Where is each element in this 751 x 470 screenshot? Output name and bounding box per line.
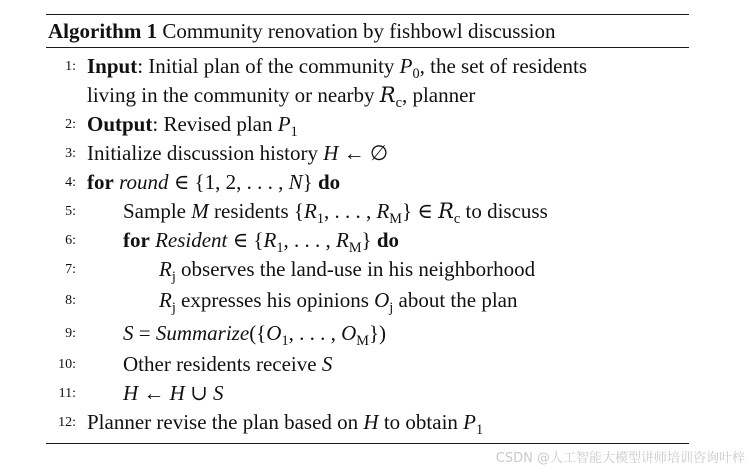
bottom-rule — [46, 443, 689, 444]
math-segment: S — [321, 352, 333, 376]
math-segment: O — [266, 321, 282, 345]
keyword: Input — [87, 54, 138, 78]
math-segment: O — [341, 321, 357, 345]
algo-line-1 — [46, 52, 689, 81]
text-segment: ∈ { — [227, 228, 264, 252]
math-segment: H — [323, 141, 339, 165]
line-text — [87, 408, 689, 437]
algo-line-3 — [46, 139, 689, 168]
text-segment: ({ — [249, 321, 267, 345]
algo-line-6 — [46, 226, 689, 255]
watermark-text: CSDN @人工智能大模型讲师培训咨询叶梓 — [495, 451, 745, 466]
math-segment: 1 — [476, 422, 484, 439]
keyword: for — [87, 170, 114, 194]
line-number: 2: — [65, 117, 76, 132]
text-segment: , the set of residents — [419, 54, 587, 78]
text-segment: to obtain — [378, 410, 464, 434]
text-segment: } ∈ — [401, 199, 439, 223]
text-segment: living in the community or nearby — [87, 83, 380, 107]
math-segment: Resident — [155, 228, 228, 252]
algorithm-body — [46, 48, 689, 437]
math-segment: H — [363, 410, 379, 434]
math-segment: M — [389, 211, 402, 228]
line-text — [87, 255, 689, 284]
math-segment: R — [263, 228, 277, 252]
text-segment: ∈ {1, 2, . . . , — [168, 170, 289, 194]
math-segment: P — [399, 54, 413, 78]
math-segment: j — [171, 300, 176, 317]
line-text — [87, 317, 689, 350]
line-text — [87, 350, 689, 379]
math-segment: 1 — [276, 240, 284, 257]
keyword: do — [376, 228, 400, 252]
line-text — [87, 379, 689, 408]
algo-line-11 — [46, 379, 689, 408]
line-number: 1: — [65, 59, 76, 74]
math-segment: R — [159, 257, 172, 281]
text-segment: residents { — [208, 199, 304, 223]
math-segment: M — [348, 240, 362, 257]
text-segment: , . . . , — [288, 321, 342, 345]
text-segment: = — [133, 321, 156, 345]
math-segment: 0 — [412, 66, 420, 83]
algorithm-block — [46, 14, 689, 444]
line-number: 7: — [65, 262, 76, 277]
algo-line-8 — [46, 284, 689, 317]
line-number: 10: — [58, 357, 76, 372]
text-segment: } — [361, 228, 377, 252]
text-segment: , planner — [401, 83, 476, 107]
line-text — [87, 81, 689, 110]
algorithm-caption — [46, 15, 689, 47]
line-number: 5: — [65, 204, 76, 219]
keyword: Output — [87, 112, 153, 136]
line-text — [87, 284, 689, 317]
text-segment: Planner revise the plan based on — [87, 410, 364, 434]
algo-line-4 — [46, 168, 689, 197]
math-segment: M — [191, 199, 209, 223]
math-segment: j — [389, 300, 394, 317]
keyword: for — [123, 228, 150, 252]
math-segment: N — [288, 170, 303, 194]
algo-line-7 — [46, 255, 689, 284]
math-segment: P — [277, 112, 291, 136]
text-segment: Other residents receive — [123, 352, 322, 376]
math-segment: H — [169, 381, 185, 405]
algorithm-title: Community renovation by fishbowl discussion — [162, 19, 556, 43]
math-segment: R — [376, 199, 390, 223]
math-segment: M — [356, 333, 369, 350]
text-segment: : Revised plan — [152, 112, 278, 136]
line-number: 4: — [65, 175, 76, 190]
line-text — [87, 110, 689, 139]
math-segment: c — [395, 95, 402, 112]
math-segment: S — [123, 321, 134, 345]
text-segment: , . . . , — [283, 228, 336, 252]
text-segment: , . . . , — [323, 199, 377, 223]
math-segment: c — [453, 211, 461, 228]
math-segment: round — [119, 170, 169, 194]
math-segment: 1 — [281, 333, 289, 350]
math-segment: R — [159, 288, 172, 312]
text-segment: to discuss — [460, 199, 548, 223]
text-segment: : Initial plan of the community — [137, 54, 400, 78]
algo-line-5 — [46, 197, 689, 226]
line-text — [87, 168, 689, 197]
text-segment: expresses his opinions — [175, 288, 375, 312]
algo-line-1-cont — [46, 81, 689, 110]
line-text — [87, 52, 689, 81]
math-segment: R — [438, 199, 454, 223]
line-number: 9: — [65, 326, 76, 341]
algo-line-10 — [46, 350, 689, 379]
text-segment: } — [302, 170, 318, 194]
line-number: 8: — [65, 293, 76, 308]
line-text — [87, 226, 689, 255]
text-segment: observes the land-use in his neighborhood — [175, 257, 536, 281]
line-text — [87, 197, 689, 226]
math-segment: R — [303, 199, 317, 223]
algo-line-9 — [46, 317, 689, 350]
math-segment: j — [171, 269, 176, 286]
line-number: 6: — [65, 233, 76, 248]
math-segment: 1 — [316, 211, 324, 228]
math-segment: R — [335, 228, 349, 252]
text-segment: }) — [368, 321, 387, 345]
text-segment: Initialize discussion history — [87, 141, 324, 165]
line-number: 11: — [58, 386, 76, 401]
text-segment: ∪ — [184, 381, 213, 405]
line-number: 3: — [65, 146, 76, 161]
text-segment: ← ∅ — [338, 141, 389, 165]
math-segment: Summarize — [155, 321, 250, 345]
keyword: do — [317, 170, 341, 194]
algo-line-12 — [46, 408, 689, 437]
text-segment: ← — [138, 381, 170, 405]
text-segment: about the plan — [393, 288, 518, 312]
math-segment: H — [123, 381, 139, 405]
algorithm-label: Algorithm 1 — [48, 19, 158, 43]
line-number: 12: — [58, 415, 76, 430]
math-segment: S — [212, 381, 224, 405]
math-segment: R — [379, 83, 396, 107]
line-text — [87, 139, 689, 168]
text-segment: Sample — [123, 199, 192, 223]
math-segment: P — [463, 410, 476, 434]
math-segment: 1 — [290, 124, 298, 141]
math-segment: O — [374, 288, 390, 312]
algo-line-2 — [46, 110, 689, 139]
